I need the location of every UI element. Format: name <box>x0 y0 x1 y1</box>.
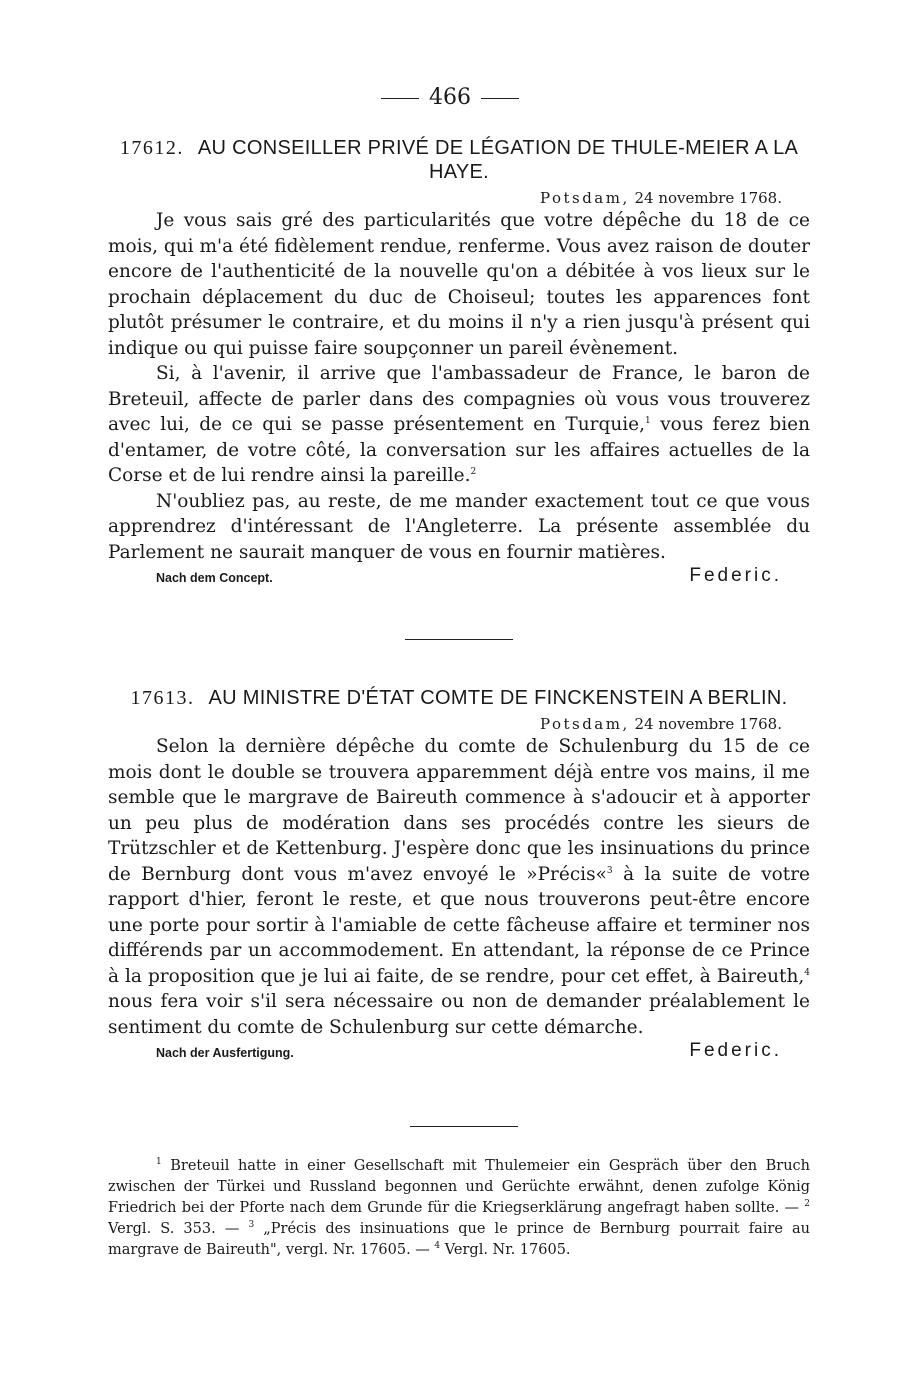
letter-title: AU CONSEILLER PRIVÉ DE LÉGATION DE THULE-MEIER A LA HAYE. <box>197 137 799 183</box>
letter-dateline <box>108 188 810 208</box>
footnote-4: Vergl. Nr. 17605. <box>444 1242 571 1258</box>
footnotes <box>108 1156 810 1261</box>
footnote-mark: 2 <box>804 1199 810 1210</box>
footnote-mark: 4 <box>434 1241 441 1252</box>
footnote-3: „Précis des insinuations que le prince de Bernburg pourrait faire au margrave de Baireuth", vergl. Nr. 17605. — <box>108 1221 810 1258</box>
letter-date: 24 novembre 1768. <box>634 715 782 733</box>
letter-heading <box>108 136 810 184</box>
letter-17613 <box>108 686 810 1066</box>
paragraph: Si, à l'avenir, il arrive que l'ambassadeur de France, le baron de Breteuil, affecte de parler dans des compagnies où vous vous trouverez avec lui, de ce qui se passe présentement en Turquie,$^1$ vous ferez bien d'entamer, de votre côté, la conversation sur les affaires actuelles de la Corse et de lui rendre ainsi la pareille.$^2$ <box>108 363 811 486</box>
letter-heading <box>108 686 810 710</box>
letter-number: 17613. <box>130 687 195 709</box>
signature: Federic. <box>689 565 782 586</box>
page-number: 466 <box>0 84 900 112</box>
footnote-mark: 1 <box>645 415 651 426</box>
letter-dateline <box>108 714 810 734</box>
letter-body <box>108 734 810 1040</box>
letter-date: 24 novembre 1768. <box>634 189 782 207</box>
footnote-mark: 4 <box>804 967 810 978</box>
separator-rule <box>410 1126 518 1127</box>
page-number-dash-left <box>381 98 419 99</box>
source-note: Nach der Ausfertigung. <box>156 1046 294 1060</box>
source-note: Nach dem Concept. <box>156 571 273 585</box>
footnote-mark: 2 <box>470 466 477 477</box>
letter-closing <box>108 565 810 591</box>
letter-number: 17612. <box>119 137 184 159</box>
footnote-2: Vergl. S. 353. — <box>108 1221 240 1237</box>
letter-17612 <box>108 136 810 591</box>
footnote-mark: 1 <box>156 1157 162 1168</box>
letter-place: Potsdam, <box>539 715 630 733</box>
paragraph: Selon la dernière dépêche du comte de Schulenburg du 15 de ce mois dont le double se trouvera apparemment déjà entre vos mains, il me semble que le margrave de Baireuth commence à s'adoucir et à apporter un peu plus de modération dans ses procédés contre les sieurs de Trützschler et de Kettenburg. J'espère donc que les insinuations du prince de Bernburg dont vous m'avez envoyé le »Précis«$^3$ à la suite de votre rapport d'hier, feront le reste, et que nous trouverons peut-être encore une porte pour sortir à l'amiable de cette fâcheuse affaire et terminer nos différends par un accommodement. En attendant, la réponse de ce Prince à la proposition que je lui ai faite, de se rendre, pour cet effet, à Baireuth,$^4$ nous fera voir s'il sera nécessaire ou non de demander préalablement le sentiment du comte de Schulenburg sur cette démarche. <box>108 736 811 1038</box>
paragraph: N'oubliez pas, au reste, de me mander exactement tout ce que vous apprendrez d'intéressant de l'Angleterre. La présente assemblée du Parlement ne saurait manquer de vous en fournir matières. <box>108 490 810 563</box>
letter-place: Potsdam, <box>539 189 630 207</box>
letter-title: AU MINISTRE D'ÉTAT COMTE DE FINCKENSTEIN A BERLIN. <box>208 687 788 709</box>
footnote-mark: 3 <box>606 865 613 876</box>
page-number-dash-right <box>481 98 519 99</box>
letter-closing <box>108 1040 810 1066</box>
paragraph: Je vous sais gré des particularités que votre dépêche du 18 de ce mois, qui m'a été fidèlement rendue, renferme. Vous avez raison de douter encore de l'authenticité de la nouvelle qu'on a débitée à vos lieux sur le prochain déplacement du duc de Choiseul; toutes les apparences font plutôt présumer le contraire, et du moins il n'y a rien jusqu'à présent qui indique ou qui puisse faire soupçonner un pareil évènement. <box>108 210 810 359</box>
letter-body <box>108 208 810 565</box>
footnote-block <box>108 1156 810 1261</box>
separator-rule <box>405 639 513 640</box>
footnote-mark: 3 <box>248 1220 255 1231</box>
signature: Federic. <box>689 1040 782 1061</box>
footnote-1: Breteuil hatte in einer Gesellschaft mit Thulemeier ein Gespräch über den Bruch zwischen der Türkei und Russland begonnen und Gerüchte erwähnt, denen zufolge König Friedrich bei der Pforte nach dem Grunde für die Kriegserklärung angefragt haben sollte. — <box>108 1158 810 1216</box>
